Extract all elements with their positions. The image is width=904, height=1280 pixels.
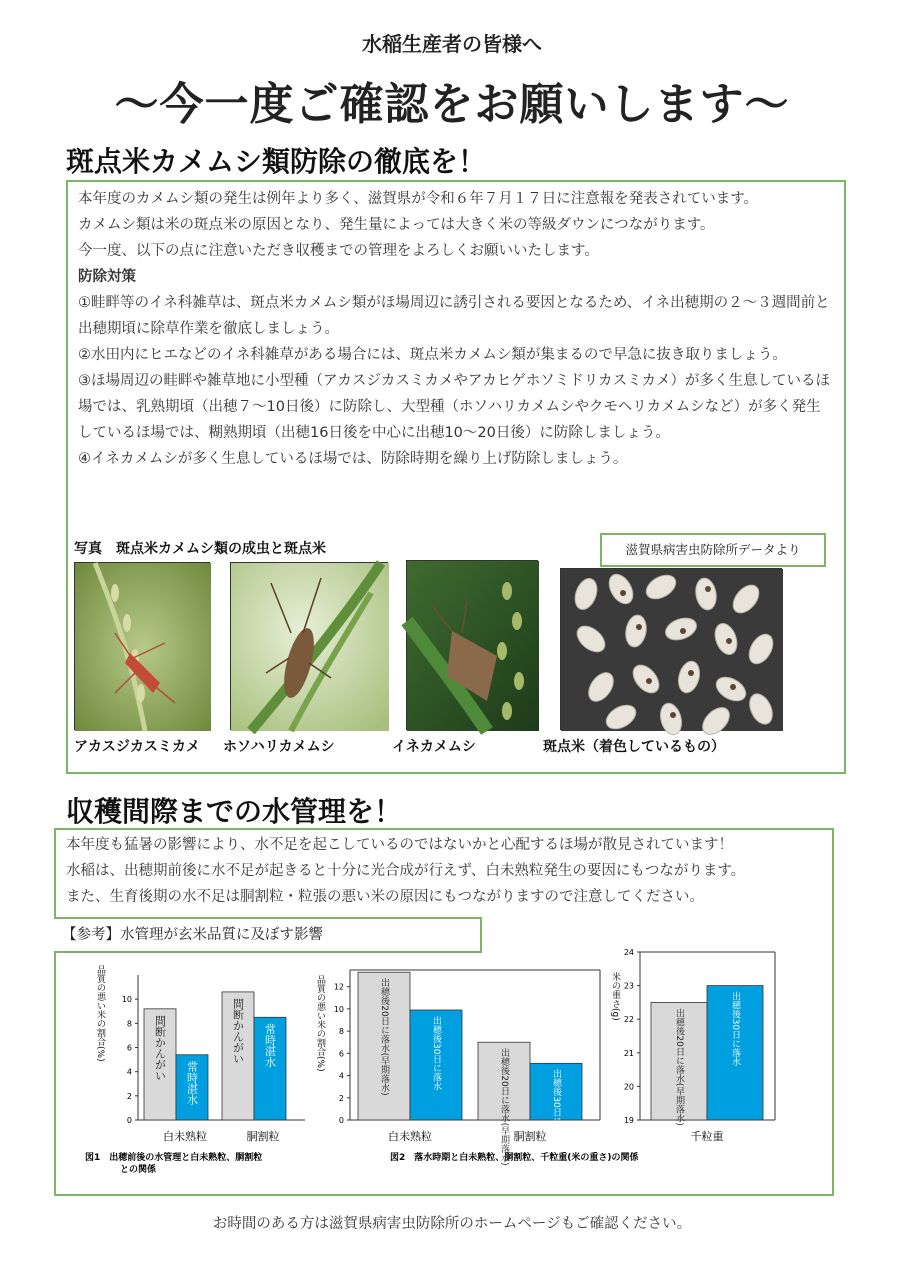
chart-bar-label: 出穂後20日に落水(早期落水) [499,1048,509,1166]
measure-item: ④イネカメムシが多く生息しているほ場では、防除時期を繰り上げ防除しましょう。 [78,451,628,467]
section2-heading: 収穫間際までの水管理を！ [66,795,403,828]
chart-tick-label: 4 [338,1071,344,1081]
photo-title: 写真 斑点米カメムシ類の成虫と斑点米 [74,541,326,557]
chart-water-management [80,955,310,1180]
measure-item: ②水田内にヒエなどのイネ科雑草がある場合には、斑点米カメムシ類が集まるので早急に抜き取りましょう。 [78,347,787,363]
photo-ine-kamemushi [406,560,538,730]
body-line: 本年度も猛暑の影響により、水不足を起こしているのではないかと心配するほ場が散見されています！ [66,837,733,853]
pre-title: 水稲生産者の皆様へ [362,32,542,56]
chart-bar-label: 出穂後30日に落水 [551,1069,561,1144]
chart-tick-label: 22 [623,1015,634,1025]
chart-tick-label: 0 [338,1116,344,1125]
photo-akasuji-kasumikame [74,562,210,730]
chart-bar-label: 常時湛水 [185,1060,199,1105]
chart-bar-label: 常時湛水 [263,1023,277,1068]
chart-tick-label: 6 [126,1043,132,1053]
chart-bar-label: 出穂後30日に落水 [431,1016,441,1091]
chart-title: 図1 出穂前後の水管理と白未熟粒、胴割粒 [85,1153,263,1163]
chart-tick-label: 10 [333,1004,344,1014]
chart-bar-label: 間断かんがい [231,997,245,1064]
chart-tick-label: 23 [623,981,634,991]
measure-item: ①畦畔等のイネ科雑草は、斑点米カメムシ類がほ場周辺に誘引される要因となるため、イネ出穂期の２～３週間前と出穂期頃に除草作業を徹底しましょう。 [78,295,830,337]
chart-category-label: 胴割粒 [246,1130,280,1143]
water-management-text [66,832,826,910]
chart-ylabel: 品質の悪い米の割合(%) [95,965,105,1062]
main-title: ～今一度ご確認をお願いします～ [114,79,790,130]
chart-tick-label: 0 [126,1116,132,1125]
chart-title: 図2 落水時期と白未熟粒、胴割粒、千粒重(米の重さ)の関係 [390,1153,639,1163]
photo-caption: アカスジカスミカメ [74,739,200,755]
chart-tick-label: 19 [623,1116,634,1125]
photo-caption: イネカメムシ [392,739,476,755]
chart-tick-label: 24 [623,948,634,957]
reference-label: 【参考】水管理が玄米品質に及ぼす影響 [54,917,482,953]
chart-tick-label: 8 [338,1027,344,1037]
chart-bar-label: 間断かんがい [153,1014,167,1081]
chart-tick-label: 10 [121,995,132,1005]
chart-tick-label: 20 [623,1082,634,1092]
chart-category-label: 千粒重 [690,1130,724,1143]
chart-category-label: 胴割粒 [513,1130,547,1143]
chart-grain-weight [600,942,800,1172]
pest-control-text [78,186,834,472]
chart-category-label: 白未熟粒 [388,1130,432,1143]
chart-ylabel: 品質の悪い米の割合(%) [315,975,325,1072]
chart-tick-label: 6 [338,1049,344,1059]
chart-bar-label: 出穂後20日に落水(早期落水) [674,1008,684,1126]
measure-item: ③ほ場周辺の畦畔や雑草地に小型種（アカスジカスミカメやアカヒゲホソミドリカスミカメ）が多く生息しているほ場では、乳熟期頃（出穂７～10日後）に防除し、大型種（ホソハリカメムシやクモヘリカメムシなど）が多く発生しているほ場では、糊熟期頃（出穂16日後を中心に出穂10～20日後）に防除しましょう。 [78,373,831,441]
chart-tick-label: 2 [338,1093,344,1103]
measures-title: 防除対策 [78,269,136,285]
chart-ylabel: 米の重さ(g) [610,972,620,1021]
chart-tick-label: 8 [126,1019,132,1029]
photo-caption: ホソハリカメムシ [223,739,335,755]
chart-title: との関係 [120,1165,157,1175]
body-line: また、生育後期の水不足は胴割粒・粒張の悪い米の原因にもつながりますので注意してください。 [66,889,704,905]
chart-tick-label: 4 [126,1067,132,1077]
chart-bar-label: 出穂後30日に落水 [730,991,740,1067]
photo-hosohari-kamemushi [230,562,388,730]
chart-bar-label: 出穂後20日に落水(早期落水) [379,978,389,1096]
intro-line: 本年度のカメムシ類の発生は例年より多く、滋賀県が令和６年７月１７日に注意報を発表されています。 [78,191,759,207]
section1-heading: 斑点米カメムシ類防除の徹底を！ [66,145,487,178]
footer-note: お時間のある方は滋賀県病害虫防除所のホームページもご確認ください。 [212,1216,692,1232]
intro-line: カメムシ類は米の斑点米の原因となり、発生量によっては大きく米の等級ダウンにつながります。 [78,217,715,233]
intro-line: 今一度、以下の点に注意いただき収穫までの管理をよろしくお願いいたします。 [78,243,599,259]
photo-credit: 滋賀県病害虫防除所データより [600,533,826,567]
chart-tick-label: 21 [623,1048,634,1058]
chart-tick-label: 12 [333,982,344,992]
photo-caption: 斑点米（着色しているもの） [543,739,725,755]
chart-tick-label: 2 [126,1091,132,1101]
body-line: 水稲は、出穂期前後に水不足が起きると十分に光合成が行えず、白未熟粒発生の要因にもつながります。 [66,863,746,879]
photo-spotted-rice [560,568,782,730]
chart-category-label: 白未熟粒 [163,1130,207,1143]
